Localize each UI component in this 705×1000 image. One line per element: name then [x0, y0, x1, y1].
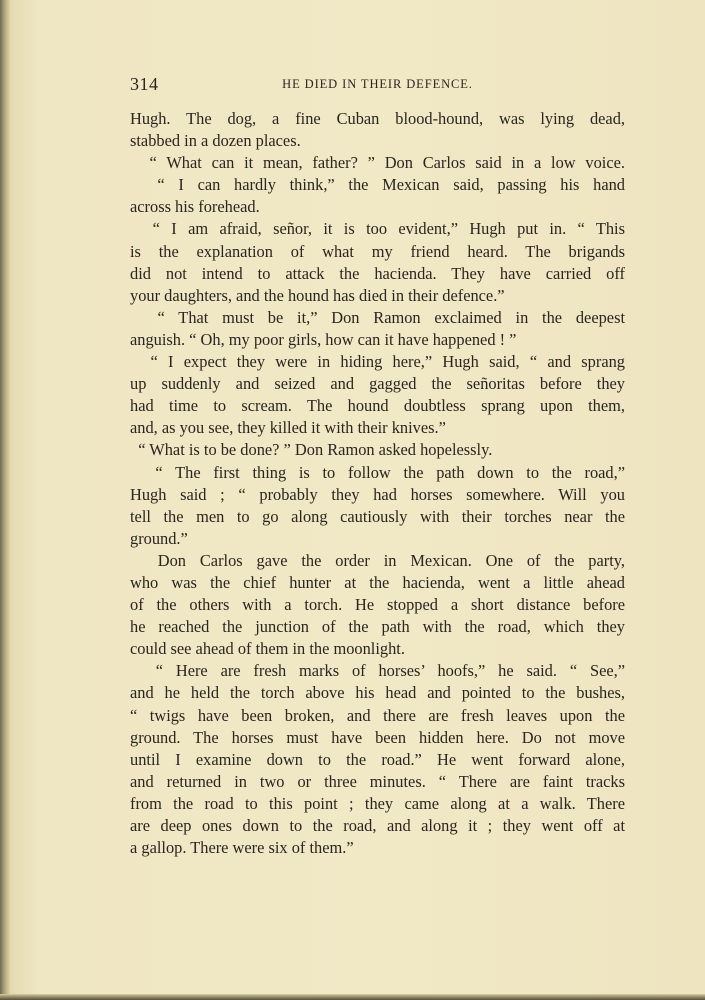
- page-bottom-edge: [0, 994, 705, 1000]
- text-line: up suddenly and seized and gagged the señoritas before they: [130, 374, 625, 394]
- text-line: and returned in two or three minutes. “ There are faint tracks: [130, 771, 625, 791]
- text-line: had time to scream. The hound doubtless sprang upon them,: [130, 396, 625, 416]
- text-line: ground.”: [130, 528, 188, 548]
- text-line: “ That must be it,” Don Ramon exclaimed in the deepest: [130, 307, 625, 327]
- text-line: Hugh. The dog, a fine Cuban blood-hound, was lying dead,: [130, 109, 625, 128]
- text-line: “ Here are fresh marks of horses’ hoofs,” he said. “ See,”: [130, 661, 625, 681]
- text-line: “ I am afraid, señor, it is too evident,” Hugh put in. “ This: [130, 219, 625, 239]
- page-number: 314: [130, 74, 159, 94]
- text-line: from the road to this point ; they came along at a walk. There: [130, 793, 625, 813]
- text-line: stabbed in a dozen places.: [130, 131, 301, 151]
- body-text: [130, 108, 625, 859]
- text-line: ground. The horses must have been hidden here. Do not move: [130, 727, 625, 747]
- text-line: are deep ones down to the road, and along it ; they went off at: [130, 816, 625, 835]
- text-line: across his forehead.: [130, 197, 260, 217]
- text-line: is the explanation of what my friend heard. The brigands: [130, 241, 625, 261]
- text-line: “ I can hardly think,” the Mexican said, passing his hand: [130, 175, 625, 195]
- text-line: “ The first thing is to follow the path down to the road,”: [130, 462, 625, 482]
- text-line: until I examine down to the road.” He went forward alone,: [130, 749, 625, 769]
- text-line: and, as you see, they killed it with their knives.”: [130, 418, 446, 438]
- text-line: of the others with a torch. He stopped a short distance before: [130, 595, 625, 615]
- text-line: Don Carlos gave the order in Mexican. One of the party,: [130, 550, 625, 570]
- text-line: Hugh said ; “ probably they had horses somewhere. Will you: [130, 484, 625, 504]
- chapter-running-title: HE DIED IN THEIR DEFENCE.: [282, 77, 473, 91]
- text-line: your daughters, and the hound has died in their defence.”: [130, 285, 505, 305]
- text-line: could see ahead of them in the moonlight.: [130, 639, 405, 659]
- text-line: did not intend to attack the hacienda. They have carried off: [130, 263, 625, 283]
- binding-edge: [0, 0, 10, 1000]
- text-line: tell the men to go along cautiously with their torches near the: [130, 506, 625, 526]
- text-line: “ I expect they were in hiding here,” Hugh said, “ and sprang: [130, 352, 625, 372]
- text-line: he reached the junction of the path with the road, which they: [130, 617, 625, 637]
- text-line: who was the chief hunter at the hacienda, went a little ahead: [130, 572, 625, 592]
- text-line: “ What is to be done? ” Don Ramon asked hopelessly.: [130, 440, 493, 460]
- text-line: “ twigs have been broken, and there are fresh leaves upon the: [130, 705, 625, 725]
- running-head: [130, 74, 625, 94]
- text-line: anguish. “ Oh, my poor girls, how can it have happened ! ”: [130, 329, 517, 349]
- text-line: a gallop. There were six of them.”: [130, 838, 354, 858]
- text-line: “ What can it mean, father? ” Don Carlos said in a low voice.: [130, 153, 625, 173]
- text-line: and he held the torch above his head and pointed to the bushes,: [130, 683, 625, 703]
